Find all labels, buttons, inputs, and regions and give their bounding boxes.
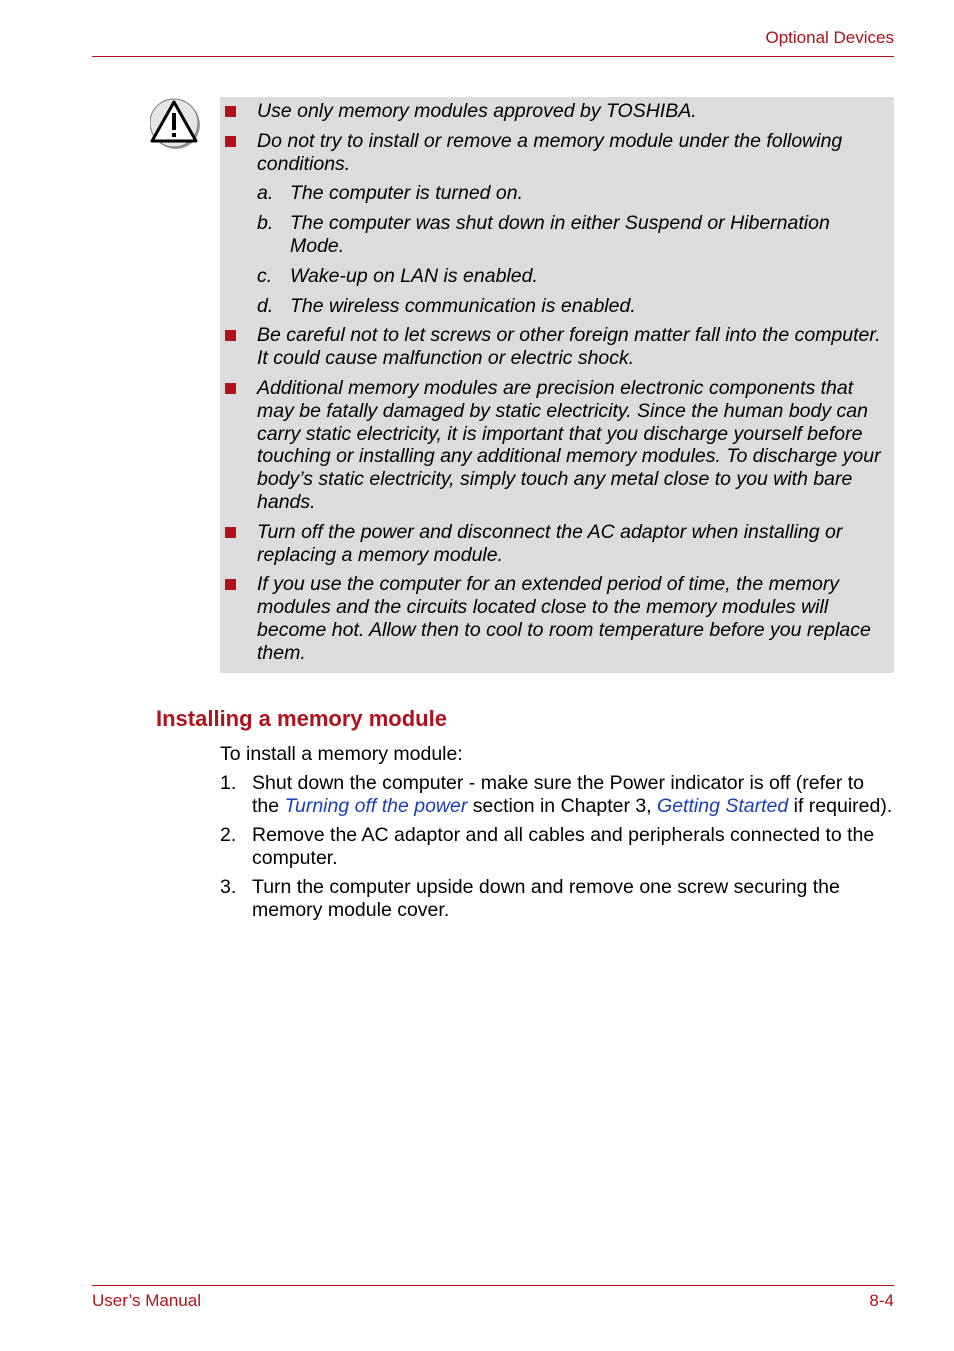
- bullet-square: [225, 106, 236, 117]
- condition-text: Wake-up on LAN is enabled.: [290, 264, 538, 287]
- bullet-square: [225, 330, 236, 341]
- footer-manual-title: User’s Manual: [92, 1291, 201, 1310]
- bullet-square: [225, 383, 236, 394]
- step-item: [220, 772, 894, 818]
- step-text: section in Chapter 3,: [467, 795, 658, 817]
- condition-letter: c.: [257, 264, 273, 287]
- section-heading: Installing a memory module: [156, 706, 447, 731]
- condition-item: [220, 295, 886, 318]
- caution-item: [220, 573, 886, 664]
- step-number: 2.: [220, 824, 237, 846]
- condition-item: [220, 212, 886, 258]
- condition-letter: d.: [257, 294, 274, 317]
- step-number: 3.: [220, 876, 237, 898]
- turning-off-power-link[interactable]: Turning off the power: [284, 795, 468, 817]
- condition-item: [220, 265, 886, 288]
- getting-started-link[interactable]: Getting Started: [657, 795, 789, 817]
- intro-text: To install a memory module:: [220, 743, 463, 765]
- caution-text: Be careful not to let screws or other foreign matter fall into the computer. It could cause malfunction or electric shock.: [257, 324, 881, 370]
- condition-text: The wireless communication is enabled.: [290, 294, 636, 317]
- caution-text: Additional memory modules are precision electronic components that may be fatally damaged by static electricity. Since the human body can carry static electricity, it is important that you discharge yourself before touching or installing any additional memory modules. To discharge your body’s static electricity, simply touch any metal close to you with bare hands.: [257, 376, 881, 513]
- caution-text: Turn off the power and disconnect the AC adaptor when installing or replacing a memory module.: [257, 520, 843, 566]
- step-item: [220, 824, 894, 870]
- condition-text: The computer was shut down in either Suspend or Hibernation Mode.: [290, 212, 830, 257]
- caution-icon: [150, 97, 202, 151]
- running-header: Optional Devices: [765, 28, 894, 47]
- caution-item: [220, 130, 886, 176]
- footer-rule: [92, 1285, 894, 1286]
- caution-item: [220, 324, 886, 370]
- step-item: [220, 876, 894, 922]
- caution-text: Use only memory modules approved by TOSHIBA.: [257, 100, 697, 122]
- caution-item: [220, 521, 886, 567]
- bullet-square: [225, 136, 236, 147]
- condition-text: The computer is turned on.: [290, 182, 524, 205]
- step-text: if required).: [788, 795, 893, 817]
- step-text: Remove the AC adaptor and all cables and peripherals connected to the computer.: [252, 824, 875, 869]
- step-number: 1.: [220, 772, 237, 794]
- steps-list: [220, 772, 894, 928]
- bullet-square: [225, 527, 236, 538]
- caution-box: [220, 97, 894, 673]
- caution-item: [220, 377, 886, 514]
- condition-item: [220, 182, 886, 205]
- step-text: Turn the computer upside down and remove one screw securing the memory module cover.: [252, 876, 840, 921]
- bullet-square: [225, 579, 236, 590]
- caution-text: Do not try to install or remove a memory module under the following conditions.: [257, 129, 843, 175]
- condition-letter: b.: [257, 212, 274, 235]
- condition-letter: a.: [257, 182, 274, 205]
- caution-text: If you use the computer for an extended period of time, the memory modules and the circuits located close to the memory modules will become hot. Allow then to cool to room temperature before you replace them.: [257, 573, 871, 664]
- caution-item: [220, 100, 886, 123]
- header-rule: [92, 56, 894, 57]
- step-text: Shut down the computer - make sure the Power indicator is off (refer to the: [252, 772, 865, 817]
- page-number: 8-4: [869, 1291, 894, 1310]
